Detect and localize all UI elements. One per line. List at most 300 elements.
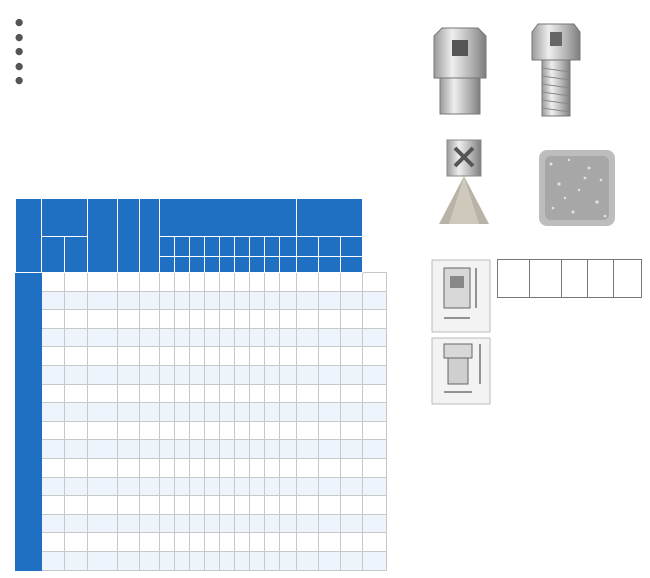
table-cell [363, 477, 387, 496]
table-cell [280, 496, 297, 515]
table-cell [190, 310, 205, 329]
table-cell [65, 403, 88, 422]
table-cell [341, 403, 363, 422]
table-cell [250, 384, 265, 403]
table-cell [265, 347, 280, 366]
table-row [16, 365, 387, 384]
table-cell [140, 533, 160, 552]
inlet-size-cell [16, 384, 42, 421]
table-cell [42, 291, 65, 310]
table-cell [88, 328, 118, 347]
unit-label [341, 257, 363, 273]
table-cell [297, 551, 319, 570]
table-row [16, 273, 387, 292]
table-cell [341, 477, 363, 496]
table-cell [160, 347, 175, 366]
table-cell [175, 384, 190, 403]
table-cell [235, 328, 250, 347]
table-cell [250, 477, 265, 496]
table-cell [341, 514, 363, 533]
table-cell [190, 551, 205, 570]
inlet-size-cell [16, 328, 42, 384]
table-cell [190, 365, 205, 384]
table-cell [363, 328, 387, 347]
table-row [16, 458, 387, 477]
table-cell [235, 384, 250, 403]
table-cell [88, 514, 118, 533]
table-cell [65, 440, 88, 459]
table-cell [140, 440, 160, 459]
table-cell [140, 384, 160, 403]
h-sq-nozzle-image [430, 20, 490, 120]
table-cell [42, 514, 65, 533]
table-cell [363, 551, 387, 570]
table-cell [265, 496, 280, 515]
table-cell [118, 310, 140, 329]
table-cell [250, 291, 265, 310]
table-cell [341, 273, 363, 292]
table-row [16, 403, 387, 422]
table-cell [205, 477, 220, 496]
unit-label [220, 257, 235, 273]
table-row [16, 347, 387, 366]
table-cell [250, 328, 265, 347]
table-cell [118, 384, 140, 403]
table-cell [118, 273, 140, 292]
table-cell [297, 496, 319, 515]
unit-label [205, 257, 220, 273]
table-cell [319, 533, 341, 552]
table-cell [297, 328, 319, 347]
table-cell [42, 403, 65, 422]
table-cell [88, 477, 118, 496]
table-cell [297, 440, 319, 459]
table-cell [341, 328, 363, 347]
table-cell [140, 458, 160, 477]
table-cell [363, 365, 387, 384]
table-cell [280, 291, 297, 310]
outline-drawing [430, 258, 494, 406]
table-cell [205, 421, 220, 440]
table-cell [65, 551, 88, 570]
table-cell [175, 421, 190, 440]
table-cell [205, 310, 220, 329]
table-cell [250, 514, 265, 533]
table-cell [265, 273, 280, 292]
col-flow [160, 199, 297, 237]
table-cell [319, 347, 341, 366]
table-cell [88, 291, 118, 310]
table-cell [319, 403, 341, 422]
table-cell [42, 347, 65, 366]
table-cell [297, 477, 319, 496]
table-cell [220, 384, 235, 403]
table-cell [363, 514, 387, 533]
unit-label [190, 257, 205, 273]
table-cell [319, 384, 341, 403]
table-cell [175, 551, 190, 570]
table-cell [265, 328, 280, 347]
col-type [42, 199, 88, 237]
table-cell [250, 403, 265, 422]
unit-label [235, 257, 250, 273]
table-cell [160, 514, 175, 533]
table-cell [118, 458, 140, 477]
col-hh [65, 237, 88, 273]
table-cell [140, 551, 160, 570]
nozzle-inner-structure-image [435, 138, 493, 226]
table-cell [220, 458, 235, 477]
table-cell [160, 365, 175, 384]
table-cell [118, 440, 140, 459]
table-cell [297, 514, 319, 533]
table-row [16, 551, 387, 570]
table-cell [118, 365, 140, 384]
table-cell [175, 440, 190, 459]
table-cell [319, 514, 341, 533]
table-cell [250, 273, 265, 292]
table-cell [65, 384, 88, 403]
table-cell [265, 310, 280, 329]
table-cell [250, 440, 265, 459]
table-cell [280, 273, 297, 292]
table-cell [363, 421, 387, 440]
table-cell [235, 514, 250, 533]
table-cell [160, 421, 175, 440]
table-cell [175, 458, 190, 477]
table-cell [265, 403, 280, 422]
table-cell [42, 533, 65, 552]
table-cell [88, 384, 118, 403]
inlet-size-cell [16, 421, 42, 458]
pressure-label [265, 237, 280, 257]
table-cell [363, 533, 387, 552]
table-cell [235, 403, 250, 422]
table-cell [118, 291, 140, 310]
pressure-label [160, 237, 175, 257]
table-cell [65, 328, 88, 347]
table-cell [363, 458, 387, 477]
table-cell [140, 365, 160, 384]
table-cell [297, 347, 319, 366]
table-cell [140, 477, 160, 496]
table-cell [65, 273, 88, 292]
table-cell [205, 458, 220, 477]
unit-label [250, 257, 265, 273]
table-cell [160, 440, 175, 459]
table-cell [175, 514, 190, 533]
table-cell [297, 458, 319, 477]
table-cell [140, 347, 160, 366]
table-cell [118, 551, 140, 570]
table-row [16, 310, 387, 329]
table-cell [341, 291, 363, 310]
table-cell [160, 533, 175, 552]
table-cell [280, 365, 297, 384]
table-cell [235, 291, 250, 310]
table-cell [235, 365, 250, 384]
table-cell [363, 273, 387, 292]
hh-sq-nozzle-image [528, 20, 584, 120]
table-cell [363, 291, 387, 310]
dim-col-a [562, 260, 588, 298]
dim-col-model [498, 260, 530, 298]
table-cell [250, 533, 265, 552]
table-cell [65, 421, 88, 440]
table-cell [205, 328, 220, 347]
table-cell [190, 514, 205, 533]
table-cell [265, 458, 280, 477]
col-angle [297, 199, 363, 237]
table-cell [319, 365, 341, 384]
table-cell [220, 310, 235, 329]
table-cell [265, 477, 280, 496]
table-cell [42, 551, 65, 570]
table-cell [297, 533, 319, 552]
table-cell [250, 496, 265, 515]
table-cell [175, 310, 190, 329]
dimension-table [497, 259, 642, 298]
table-cell [205, 551, 220, 570]
spray-effect-image [539, 150, 615, 226]
table-cell [220, 328, 235, 347]
table-cell [160, 458, 175, 477]
table-cell [190, 421, 205, 440]
table-cell [175, 347, 190, 366]
table-cell [190, 458, 205, 477]
pressure-label [190, 237, 205, 257]
angle-pressure-label [319, 237, 341, 257]
table-cell [118, 533, 140, 552]
table-cell [118, 496, 140, 515]
table-cell [88, 440, 118, 459]
table-cell [235, 421, 250, 440]
table-row [16, 384, 387, 403]
unit-label [280, 257, 297, 273]
table-cell [250, 551, 265, 570]
table-cell [160, 291, 175, 310]
pressure-label [220, 237, 235, 257]
table-cell [205, 403, 220, 422]
table-cell [205, 440, 220, 459]
table-cell [205, 384, 220, 403]
table-cell [220, 496, 235, 515]
table-cell [175, 328, 190, 347]
table-cell [235, 347, 250, 366]
table-cell [341, 421, 363, 440]
table-cell [88, 310, 118, 329]
col-h [42, 237, 65, 273]
table-cell [341, 365, 363, 384]
table-cell [42, 365, 65, 384]
table-cell [297, 365, 319, 384]
table-cell [65, 496, 88, 515]
list-item: ● [15, 46, 24, 57]
table-cell [250, 310, 265, 329]
table-cell [220, 273, 235, 292]
table-cell [297, 403, 319, 422]
table-cell [190, 347, 205, 366]
table-cell [341, 496, 363, 515]
table-cell [235, 310, 250, 329]
table-cell [140, 421, 160, 440]
table-cell [235, 477, 250, 496]
table-cell [341, 440, 363, 459]
table-cell [220, 514, 235, 533]
table-cell [297, 291, 319, 310]
table-cell [280, 421, 297, 440]
table-cell [88, 421, 118, 440]
table-cell [250, 421, 265, 440]
table-cell [265, 533, 280, 552]
table-cell [220, 291, 235, 310]
inlet-size-cell [16, 533, 42, 552]
table-cell [160, 496, 175, 515]
table-cell [175, 291, 190, 310]
col-inlet [16, 199, 42, 273]
table-cell [175, 533, 190, 552]
table-cell [363, 440, 387, 459]
table-cell [65, 533, 88, 552]
table-cell [118, 347, 140, 366]
table-cell [235, 551, 250, 570]
table-cell [319, 421, 341, 440]
table-cell [140, 310, 160, 329]
table-cell [363, 403, 387, 422]
table-cell [160, 328, 175, 347]
table-cell [88, 365, 118, 384]
table-row [16, 496, 387, 515]
table-cell [250, 458, 265, 477]
table-cell [250, 365, 265, 384]
table-cell [175, 477, 190, 496]
table-row [16, 477, 387, 496]
table-cell [190, 477, 205, 496]
table-cell [205, 291, 220, 310]
table-cell [175, 496, 190, 515]
table-cell [175, 403, 190, 422]
pressure-label [175, 237, 190, 257]
table-cell [42, 328, 65, 347]
table-cell [160, 310, 175, 329]
table-cell [175, 273, 190, 292]
table-cell [88, 496, 118, 515]
table-cell [190, 384, 205, 403]
table-cell [280, 310, 297, 329]
table-cell [319, 440, 341, 459]
table-cell [140, 514, 160, 533]
table-cell [220, 440, 235, 459]
pressure-label [280, 237, 297, 257]
table-cell [160, 403, 175, 422]
table-cell [42, 477, 65, 496]
table-cell [118, 421, 140, 440]
table-cell [280, 347, 297, 366]
table-cell [175, 365, 190, 384]
table-cell [42, 440, 65, 459]
table-cell [118, 477, 140, 496]
dim-col-b [588, 260, 614, 298]
table-cell [65, 365, 88, 384]
table-cell [319, 310, 341, 329]
table-cell [363, 310, 387, 329]
table-cell [220, 347, 235, 366]
inlet-size-cell [16, 514, 42, 533]
inlet-size-cell [16, 551, 42, 570]
pressure-label [250, 237, 265, 257]
col-code [88, 199, 118, 273]
table-cell [65, 458, 88, 477]
table-cell [265, 421, 280, 440]
design-bullets [15, 16, 24, 89]
table-cell [297, 384, 319, 403]
pressure-label [205, 237, 220, 257]
table-cell [190, 273, 205, 292]
table-cell [341, 384, 363, 403]
angle-pressure-label [341, 237, 363, 257]
table-cell [341, 551, 363, 570]
list-item: ● [15, 17, 24, 28]
table-cell [88, 458, 118, 477]
unit-label [175, 257, 190, 273]
table-cell [190, 440, 205, 459]
col-orifice [118, 199, 140, 273]
table-cell [205, 347, 220, 366]
table-cell [220, 533, 235, 552]
table-cell [280, 328, 297, 347]
table-cell [341, 458, 363, 477]
table-cell [42, 458, 65, 477]
table-cell [88, 533, 118, 552]
table-cell [319, 273, 341, 292]
table-cell [250, 347, 265, 366]
table-cell [65, 514, 88, 533]
table-cell [65, 347, 88, 366]
unit-label [160, 257, 175, 273]
table-cell [88, 347, 118, 366]
table-row [16, 440, 387, 459]
table-cell [205, 533, 220, 552]
table-cell [265, 551, 280, 570]
table-cell [280, 533, 297, 552]
table-cell [235, 273, 250, 292]
inlet-size-cell [16, 477, 42, 514]
table-cell [280, 477, 297, 496]
table-row [16, 514, 387, 533]
table-cell [140, 273, 160, 292]
table-cell [42, 496, 65, 515]
table-cell [160, 551, 175, 570]
table-cell [205, 514, 220, 533]
table-cell [235, 496, 250, 515]
table-cell [160, 273, 175, 292]
list-item: ● [15, 31, 24, 43]
table-cell [220, 477, 235, 496]
table-row [16, 291, 387, 310]
table-row [16, 533, 387, 552]
table-cell [319, 291, 341, 310]
table-cell [341, 310, 363, 329]
table-cell [118, 403, 140, 422]
inlet-size-cell [16, 458, 42, 477]
table-cell [160, 384, 175, 403]
table-cell [205, 365, 220, 384]
dim-col-connect [530, 260, 562, 298]
table-cell [280, 551, 297, 570]
table-cell [280, 384, 297, 403]
table-cell [190, 328, 205, 347]
table-cell [140, 328, 160, 347]
